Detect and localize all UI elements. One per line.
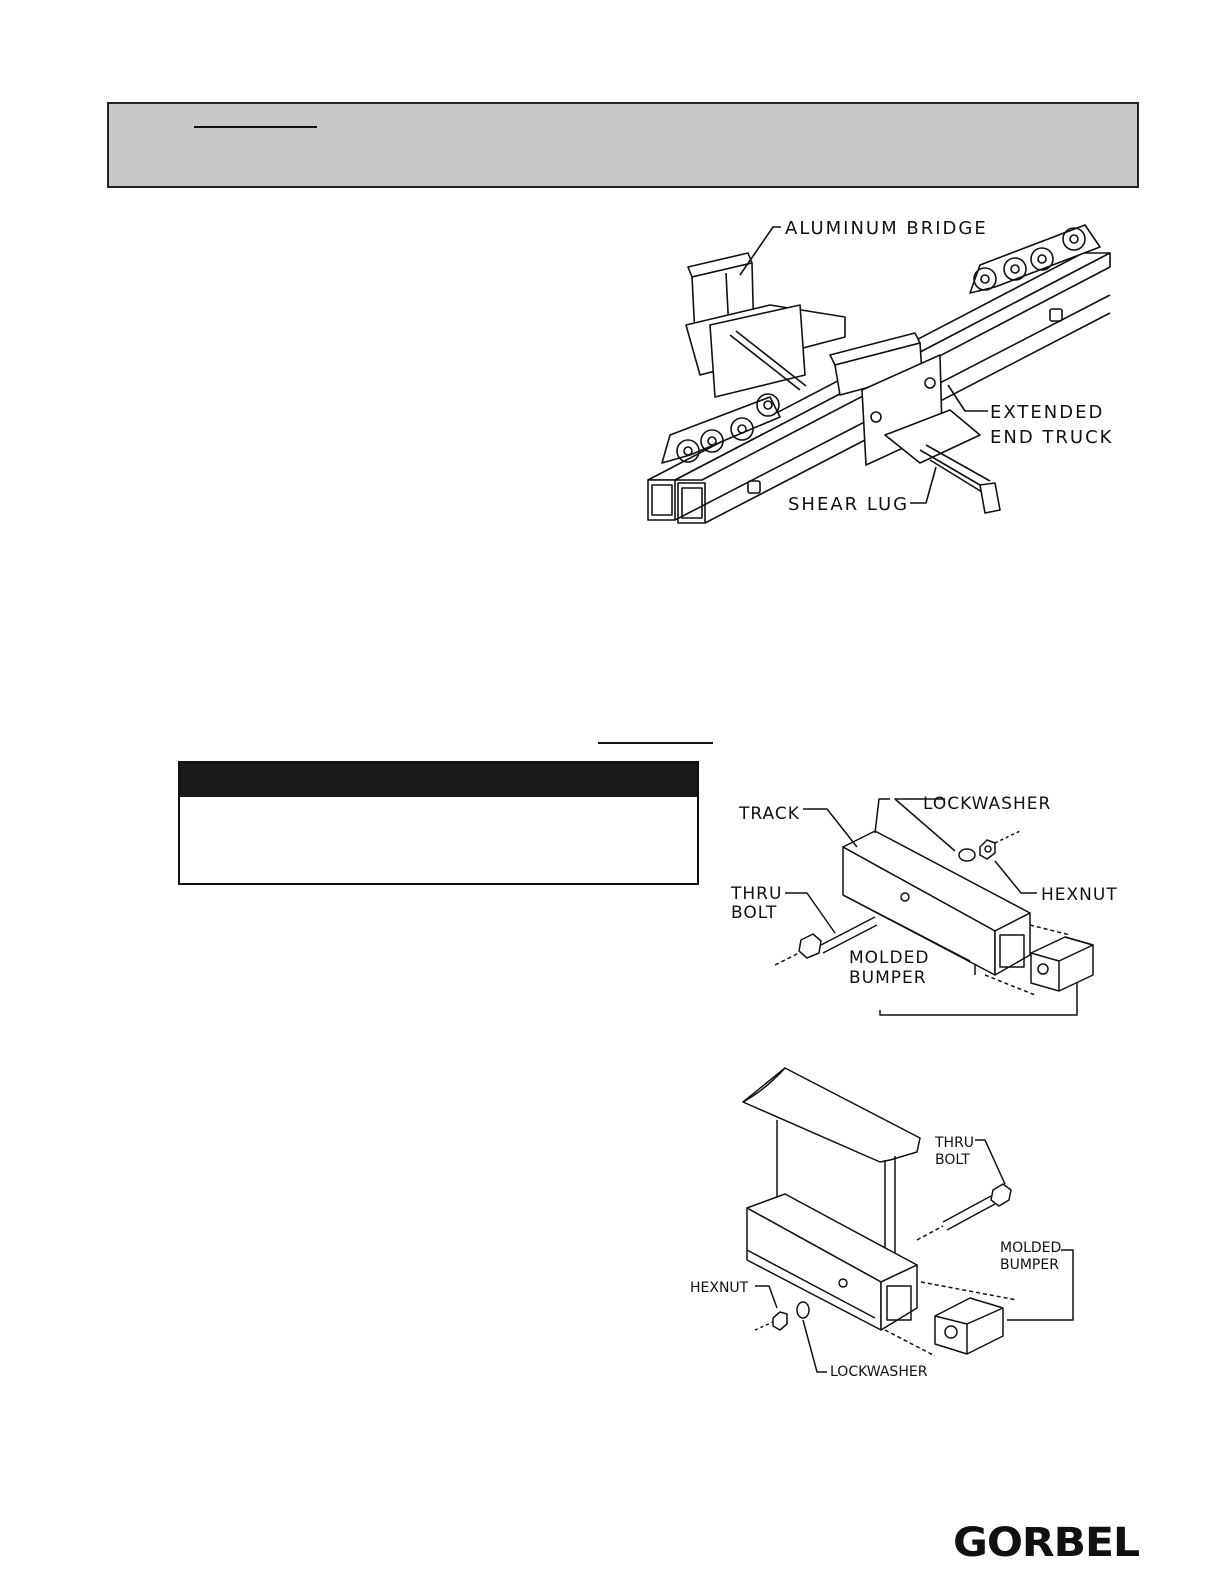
warning-header-bar — [180, 763, 697, 797]
label-lockwasher: LOCKWASHER — [923, 794, 1052, 814]
label-shear-lug: SHEAR LUG — [788, 494, 910, 515]
label-hexnut: HEXNUT — [1041, 885, 1118, 905]
label-molded-2: MOLDED — [1000, 1240, 1062, 1256]
label-extended: EXTENDED — [990, 402, 1105, 423]
gorbel-logo — [953, 1523, 1141, 1561]
label-molded: MOLDED — [849, 948, 930, 968]
note-box — [107, 102, 1139, 188]
label-track: TRACK — [739, 804, 800, 824]
heading-underline — [598, 742, 713, 744]
label-end-truck: END TRUCK — [990, 427, 1114, 448]
steel-track-bumper-diagram — [725, 785, 1118, 1030]
label-bumper-2: BUMPER — [1000, 1257, 1059, 1273]
label-aluminum-bridge: ALUMINUM BRIDGE — [785, 218, 988, 239]
gorbel-logo-text: GORBEL — [953, 1523, 1140, 1561]
label-hexnut-2: HEXNUT — [690, 1280, 749, 1296]
label-thru-2: THRU — [935, 1135, 975, 1151]
label-lockwasher-2: LOCKWASHER — [830, 1364, 928, 1380]
label-bolt: BOLT — [731, 903, 778, 923]
label-thru: THRU — [731, 884, 783, 904]
label-bumper: BUMPER — [849, 968, 927, 988]
note-title-underline — [194, 126, 317, 128]
aluminum-track-bumper-diagram — [685, 1060, 1085, 1385]
trolley-assembly-diagram — [630, 205, 1130, 535]
label-bolt-2: BOLT — [935, 1152, 970, 1168]
warning-box — [178, 761, 699, 885]
